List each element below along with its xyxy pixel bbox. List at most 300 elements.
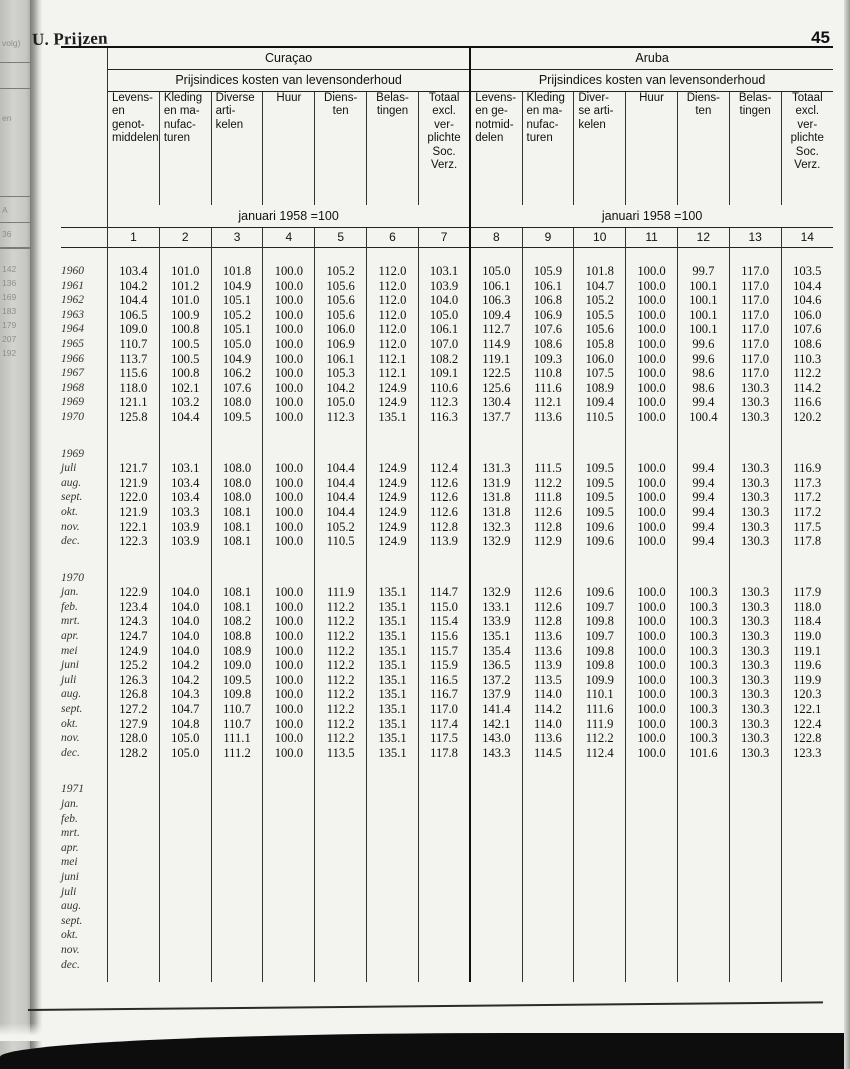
data-cell: 106.9	[522, 308, 574, 323]
block-heading-row	[61, 571, 833, 586]
data-cell	[367, 958, 419, 973]
spacer-cell	[729, 760, 781, 782]
data-cell: 100.3	[677, 658, 729, 673]
data-cell: 105.0	[418, 308, 470, 323]
row-label: feb.	[61, 812, 78, 825]
data-cell: 114.0	[522, 687, 574, 702]
table-row[interactable]	[61, 476, 833, 491]
data-cell: 100.0	[626, 381, 678, 396]
table-row[interactable]	[61, 746, 833, 761]
data-cell	[263, 899, 315, 914]
column-header-7	[418, 92, 470, 206]
spacer-cell	[61, 248, 108, 265]
data-cell: 113.6	[522, 629, 574, 644]
data-cell	[677, 885, 729, 900]
data-cell: 130.3	[729, 395, 781, 410]
table-row[interactable]	[61, 279, 833, 294]
spacer-cell	[211, 972, 263, 982]
data-cell: 100.0	[263, 461, 315, 476]
data-cell: 119.6	[781, 658, 833, 673]
spacer-cell	[626, 760, 678, 782]
data-cell	[729, 870, 781, 885]
data-cell	[315, 797, 367, 812]
spacer-cell	[574, 972, 626, 982]
data-cell: 112.0	[367, 337, 419, 352]
table-row[interactable]	[61, 395, 833, 410]
data-cell: 104.4	[108, 293, 160, 308]
spacer-cell	[159, 760, 211, 782]
data-cell: 110.6	[418, 381, 470, 396]
column-header-line: kelen	[578, 118, 606, 131]
data-cell: 117.2	[781, 505, 833, 520]
facing-fragment-179: 179	[2, 320, 17, 330]
table-row[interactable]	[61, 899, 833, 914]
data-cell: 103.5	[781, 264, 833, 279]
empty-cell	[677, 571, 729, 586]
empty-cell	[677, 782, 729, 797]
table-row[interactable]	[61, 614, 833, 629]
table-row[interactable]	[61, 490, 833, 505]
data-cell	[522, 928, 574, 943]
data-cell: 127.2	[108, 702, 160, 717]
data-cell: 107.6	[522, 322, 574, 337]
data-cell	[626, 797, 678, 812]
data-cell: 100.0	[626, 629, 678, 644]
data-cell: 100.0	[626, 505, 678, 520]
spacer-cell	[574, 760, 626, 782]
column-header-8	[470, 92, 522, 206]
data-cell: 112.0	[367, 322, 419, 337]
data-cell	[367, 855, 419, 870]
table-row[interactable]	[61, 841, 833, 856]
spacer-cell	[677, 425, 729, 447]
column-header-12	[677, 92, 729, 206]
spacer-cell	[211, 248, 263, 265]
data-cell	[677, 870, 729, 885]
empty-cell	[574, 447, 626, 462]
data-cell: 117.5	[418, 731, 470, 746]
spacer-cell	[367, 425, 419, 447]
table-row[interactable]	[61, 585, 833, 600]
column-number-1: 1	[108, 228, 160, 248]
data-cell	[315, 841, 367, 856]
data-cell: 112.2	[315, 702, 367, 717]
data-cell: 99.4	[677, 490, 729, 505]
data-cell: 100.0	[626, 600, 678, 615]
page-right-edge	[844, 0, 850, 1069]
row-label: dec.	[61, 535, 80, 548]
data-cell	[367, 943, 419, 958]
table-row[interactable]	[61, 352, 833, 367]
row-label: sept.	[61, 914, 83, 927]
facing-fragment-207: 207	[2, 334, 17, 344]
data-cell: 103.1	[159, 461, 211, 476]
data-cell: 130.3	[729, 731, 781, 746]
data-cell	[108, 855, 160, 870]
data-cell: 111.6	[522, 381, 574, 396]
empty-cell	[677, 447, 729, 462]
data-cell: 108.0	[211, 461, 263, 476]
data-cell: 100.5	[159, 352, 211, 367]
data-cell	[781, 855, 833, 870]
empty-cell	[470, 447, 522, 462]
column-header-line: Soc.	[432, 145, 456, 158]
corner-cell-numbers	[61, 228, 108, 248]
data-cell: 114.7	[418, 585, 470, 600]
table-row[interactable]	[61, 797, 833, 812]
empty-cell	[108, 447, 160, 462]
data-cell	[159, 826, 211, 841]
table-row[interactable]	[61, 870, 833, 885]
data-cell: 112.8	[522, 520, 574, 535]
spacer-cell	[61, 549, 108, 571]
data-cell: 103.4	[159, 476, 211, 491]
data-cell: 100.0	[626, 395, 678, 410]
data-cell: 112.2	[315, 644, 367, 659]
data-cell: 117.0	[729, 366, 781, 381]
data-cell: 124.9	[367, 505, 419, 520]
data-cell: 109.9	[574, 673, 626, 688]
column-header-line: nufac-	[163, 118, 196, 131]
data-cell: 142.1	[470, 717, 522, 732]
corner-cell-headers	[61, 92, 108, 206]
data-cell: 104.4	[159, 410, 211, 425]
column-header-10	[574, 92, 626, 206]
data-cell: 99.4	[677, 534, 729, 549]
data-cell	[522, 943, 574, 958]
data-cell: 130.3	[729, 687, 781, 702]
table-row[interactable]	[61, 826, 833, 841]
data-cell: 130.3	[729, 505, 781, 520]
table-row[interactable]	[61, 717, 833, 732]
spacer-cell	[263, 972, 315, 982]
data-cell: 135.1	[367, 746, 419, 761]
facing-fragment-192: 192	[2, 348, 17, 358]
data-cell: 109.4	[470, 308, 522, 323]
table-row[interactable]	[61, 600, 833, 615]
table-row[interactable]	[61, 644, 833, 659]
table-row[interactable]	[61, 914, 833, 929]
row-label: nov.	[61, 943, 80, 956]
data-cell: 105.0	[315, 395, 367, 410]
data-cell: 99.4	[677, 476, 729, 491]
group-header-row	[61, 47, 833, 70]
data-cell: 113.6	[522, 410, 574, 425]
table-row[interactable]	[61, 629, 833, 644]
empty-cell	[159, 447, 211, 462]
data-cell	[211, 812, 263, 827]
column-header-line: Totaal	[428, 92, 460, 104]
table-row[interactable]	[61, 855, 833, 870]
data-cell	[677, 826, 729, 841]
spacer-cell	[418, 549, 470, 571]
data-cell: 108.1	[211, 520, 263, 535]
data-cell: 104.4	[315, 505, 367, 520]
data-cell: 105.2	[211, 308, 263, 323]
data-cell	[522, 914, 574, 929]
data-cell	[522, 885, 574, 900]
empty-cell	[574, 571, 626, 586]
data-cell: 122.4	[781, 717, 833, 732]
spacer-cell	[470, 425, 522, 447]
spacer-cell	[263, 760, 315, 782]
data-cell	[729, 841, 781, 856]
row-label: sept.	[61, 491, 83, 504]
data-cell: 100.0	[263, 629, 315, 644]
data-cell: 104.4	[315, 476, 367, 491]
table-row[interactable]	[61, 702, 833, 717]
data-cell: 115.9	[418, 658, 470, 673]
data-cell	[418, 841, 470, 856]
data-cell: 119.1	[470, 352, 522, 367]
data-cell: 135.1	[367, 717, 419, 732]
data-cell: 135.1	[470, 629, 522, 644]
data-cell: 100.0	[626, 293, 678, 308]
spacer-cell	[470, 972, 522, 982]
column-header-line: Diverse	[215, 92, 255, 104]
data-cell	[315, 899, 367, 914]
column-header-line: Diver-	[578, 92, 609, 104]
table-row[interactable]	[61, 366, 833, 381]
data-cell	[367, 826, 419, 841]
row-label: apr.	[61, 630, 79, 643]
table-row[interactable]	[61, 928, 833, 943]
empty-cell	[418, 782, 470, 797]
empty-cell	[729, 447, 781, 462]
table-row[interactable]	[61, 308, 833, 323]
data-cell	[522, 899, 574, 914]
data-cell: 117.0	[729, 264, 781, 279]
data-cell: 100.0	[263, 702, 315, 717]
data-cell: 135.4	[470, 644, 522, 659]
spacer-cell	[61, 760, 108, 782]
data-cell: 109.1	[418, 366, 470, 381]
data-cell	[470, 885, 522, 900]
data-cell: 109.8	[574, 614, 626, 629]
data-cell: 109.5	[574, 490, 626, 505]
table-row[interactable]	[61, 381, 833, 396]
data-cell: 106.2	[211, 366, 263, 381]
column-header-row	[61, 92, 833, 206]
data-cell: 130.3	[729, 746, 781, 761]
data-cell: 136.5	[470, 658, 522, 673]
data-cell	[677, 899, 729, 914]
column-header-line: excl.	[795, 105, 820, 118]
table-row[interactable]	[61, 943, 833, 958]
data-cell: 100.0	[626, 410, 678, 425]
data-cell: 100.3	[677, 614, 729, 629]
table-row[interactable]	[61, 520, 833, 535]
column-number-9: 9	[522, 228, 574, 248]
column-header-3	[211, 92, 263, 206]
data-cell	[677, 928, 729, 943]
data-cell: 100.0	[626, 279, 678, 294]
data-cell: 109.0	[211, 658, 263, 673]
data-cell: 118.0	[781, 600, 833, 615]
table-row[interactable]	[61, 687, 833, 702]
facing-fragment-en: en	[2, 113, 12, 123]
data-cell	[470, 855, 522, 870]
data-cell: 108.0	[211, 476, 263, 491]
data-cell: 113.7	[108, 352, 160, 367]
empty-cell	[367, 447, 419, 462]
column-header-line: ver-	[434, 118, 454, 131]
data-cell: 122.0	[108, 490, 160, 505]
table-row[interactable]	[61, 505, 833, 520]
empty-cell	[522, 447, 574, 462]
data-cell: 100.3	[677, 600, 729, 615]
empty-cell	[211, 571, 263, 586]
data-cell: 99.4	[677, 505, 729, 520]
data-cell: 109.5	[574, 476, 626, 491]
data-cell: 101.0	[159, 264, 211, 279]
data-cell: 130.3	[729, 410, 781, 425]
spacer-cell	[211, 760, 263, 782]
data-cell: 124.9	[108, 644, 160, 659]
data-cell	[781, 928, 833, 943]
spacer-cell	[729, 425, 781, 447]
data-cell: 100.0	[626, 308, 678, 323]
data-cell: 112.0	[367, 293, 419, 308]
row-label: 1969	[61, 396, 84, 409]
data-cell: 105.6	[574, 322, 626, 337]
column-header-line: excl.	[432, 105, 456, 118]
table-row[interactable]	[61, 322, 833, 337]
table-row[interactable]	[61, 958, 833, 973]
spacer-cell	[418, 760, 470, 782]
row-label: aug.	[61, 900, 82, 913]
table-row[interactable]	[61, 731, 833, 746]
data-cell: 105.0	[470, 264, 522, 279]
data-cell	[729, 797, 781, 812]
row-label: feb.	[61, 600, 78, 613]
data-cell: 100.0	[626, 585, 678, 600]
data-cell: 112.8	[418, 520, 470, 535]
column-header-line: Levens-	[112, 92, 153, 104]
data-cell	[729, 885, 781, 900]
table-row[interactable]	[61, 534, 833, 549]
column-header-line: Kleding	[163, 92, 203, 104]
data-cell	[418, 797, 470, 812]
column-header-line: delen	[475, 132, 504, 145]
base-period-aruba: januari 1958 =100	[470, 205, 833, 228]
data-cell: 100.0	[263, 490, 315, 505]
table-row[interactable]	[61, 673, 833, 688]
data-cell: 108.9	[211, 644, 263, 659]
row-label: apr.	[61, 841, 79, 854]
data-cell: 105.6	[315, 308, 367, 323]
data-cell	[470, 914, 522, 929]
data-cell: 108.6	[522, 337, 574, 352]
table-row[interactable]	[61, 812, 833, 827]
empty-cell	[315, 782, 367, 797]
data-cell	[626, 812, 678, 827]
spacer-cell	[781, 425, 833, 447]
data-cell: 124.9	[367, 476, 419, 491]
data-cell	[729, 899, 781, 914]
table-row[interactable]	[61, 264, 833, 279]
data-cell	[315, 812, 367, 827]
row-label: mrt.	[61, 615, 80, 628]
data-cell: 106.1	[418, 322, 470, 337]
data-cell	[159, 797, 211, 812]
data-cell	[108, 885, 160, 900]
data-cell: 100.0	[626, 731, 678, 746]
column-header-line: tingen	[739, 105, 771, 118]
data-cell	[522, 841, 574, 856]
data-cell: 104.0	[159, 629, 211, 644]
spacer-cell	[108, 425, 160, 447]
data-cell: 100.0	[263, 322, 315, 337]
data-cell	[574, 885, 626, 900]
column-number-row	[61, 228, 833, 248]
data-cell: 105.3	[315, 366, 367, 381]
data-cell	[211, 841, 263, 856]
data-cell: 100.0	[626, 461, 678, 476]
data-cell: 124.9	[367, 381, 419, 396]
empty-cell	[781, 447, 833, 462]
data-cell	[729, 826, 781, 841]
data-cell: 100.0	[263, 366, 315, 381]
column-header-line: se arti-	[578, 105, 614, 118]
data-cell	[418, 914, 470, 929]
empty-cell	[211, 782, 263, 797]
empty-cell	[522, 571, 574, 586]
empty-cell	[626, 447, 678, 462]
column-header-line: en ma-	[163, 105, 200, 118]
row-label: mrt.	[61, 827, 80, 840]
page-title: U. Prijzen	[31, 28, 108, 49]
base-period-curacao: januari 1958 =100	[108, 205, 471, 228]
data-cell: 108.1	[211, 505, 263, 520]
spacer-cell	[263, 549, 315, 571]
row-label: dec.	[61, 746, 80, 759]
data-cell: 98.6	[677, 381, 729, 396]
table-row[interactable]	[61, 658, 833, 673]
data-cell: 121.1	[108, 395, 160, 410]
table-row[interactable]	[61, 461, 833, 476]
spacer-cell	[626, 972, 678, 982]
column-header-line: en ma-	[526, 105, 563, 118]
data-cell: 106.9	[315, 337, 367, 352]
data-cell: 137.7	[470, 410, 522, 425]
table-row[interactable]	[61, 293, 833, 308]
block-heading-label: 1970	[61, 571, 84, 584]
spacer-cell	[677, 972, 729, 982]
data-cell: 115.6	[418, 629, 470, 644]
empty-cell	[470, 782, 522, 797]
data-cell	[315, 826, 367, 841]
data-cell: 106.1	[470, 279, 522, 294]
data-cell: 100.1	[677, 308, 729, 323]
data-cell: 112.2	[781, 366, 833, 381]
block-heading-row	[61, 447, 833, 462]
facing-page-fragment	[0, 0, 33, 1069]
data-cell	[418, 928, 470, 943]
data-cell	[159, 855, 211, 870]
data-cell: 100.0	[263, 746, 315, 761]
data-cell: 126.3	[108, 673, 160, 688]
data-cell	[367, 928, 419, 943]
data-cell	[159, 812, 211, 827]
data-cell	[367, 914, 419, 929]
table-row[interactable]	[61, 410, 833, 425]
column-header-14	[781, 92, 833, 206]
column-header-line: Diens-	[686, 92, 720, 104]
table-row[interactable]	[61, 337, 833, 352]
data-cell	[367, 885, 419, 900]
table-row[interactable]	[61, 885, 833, 900]
